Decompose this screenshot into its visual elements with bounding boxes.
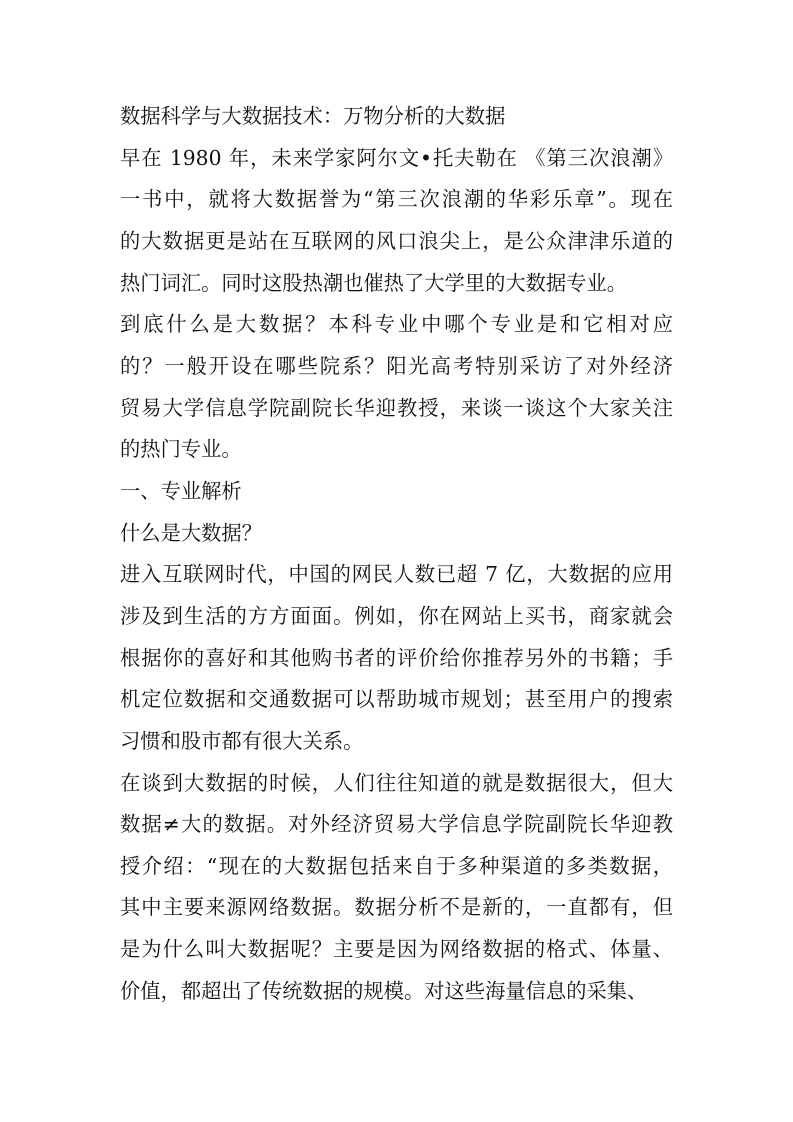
paragraph	[120, 554, 673, 762]
paragraph-line: 贸易大学信息学院副院长华迎教授，来谈一谈这个大家关注	[120, 395, 673, 420]
paragraph	[120, 471, 673, 513]
paragraph-line: 早在 1980 年，未来学家阿尔文•托夫勒在 《第三次浪潮》	[120, 145, 673, 170]
paragraph-line: 授介绍：“现在的大数据包括来自于多种渠道的多类数据，	[120, 853, 673, 878]
paragraph-line: 涉及到生活的方方面面。例如，你在网站上买书，商家就会	[120, 603, 673, 628]
paragraph-line: 机定位数据和交通数据可以帮助城市规划；甚至用户的搜索	[120, 687, 673, 712]
paragraph-line: 热门词汇。同时这股热潮也催热了大学里的大数据专业。	[120, 270, 628, 295]
paragraph-line: 价值，都超出了传统数据的规模。对这些海量信息的采集、	[120, 978, 648, 1003]
paragraph-line: 一书中，就将大数据誉为“第三次浪潮的华彩乐章”。现在	[120, 187, 673, 212]
paragraph-line: 的？一般开设在哪些院系？阳光高考特别采访了对外经济	[120, 353, 673, 378]
document-title: 数据科学与大数据技术：万物分析的大数据	[120, 104, 506, 128]
paragraph-line: 在谈到大数据的时候，人们往往知道的就是数据很大，但大	[120, 770, 673, 795]
paragraph-line: 其中主要来源网络数据。数据分析不是新的，一直都有，但	[120, 895, 673, 920]
paragraph-line: 数据≠大的数据。对外经济贸易大学信息学院副院长华迎教	[120, 812, 673, 837]
paragraph-line: 到底什么是大数据？本科专业中哪个专业是和它相对应	[120, 312, 673, 337]
paragraph	[120, 763, 673, 1013]
document-body	[120, 96, 673, 1012]
paragraph-line: 进入互联网时代，中国的网民人数已超 7 亿，大数据的应用	[120, 562, 673, 587]
paragraph-line: 什么是大数据？	[120, 520, 262, 545]
paragraph	[120, 513, 673, 555]
paragraph-line: 是为什么叫大数据呢？主要是因为网络数据的格式、体量、	[120, 937, 673, 962]
paragraph-line: 一、专业解析	[120, 478, 242, 503]
paragraph	[120, 138, 673, 305]
paragraph-line: 的大数据更是站在互联网的风口浪尖上，是公众津津乐道的	[120, 228, 673, 253]
paragraph-line: 根据你的喜好和其他购书者的评价给你推荐另外的书籍；手	[120, 645, 673, 670]
paragraph-line: 的热门专业。	[120, 437, 242, 462]
paragraph	[120, 304, 673, 471]
paragraph-line: 习惯和股市都有很大关系。	[120, 728, 364, 753]
